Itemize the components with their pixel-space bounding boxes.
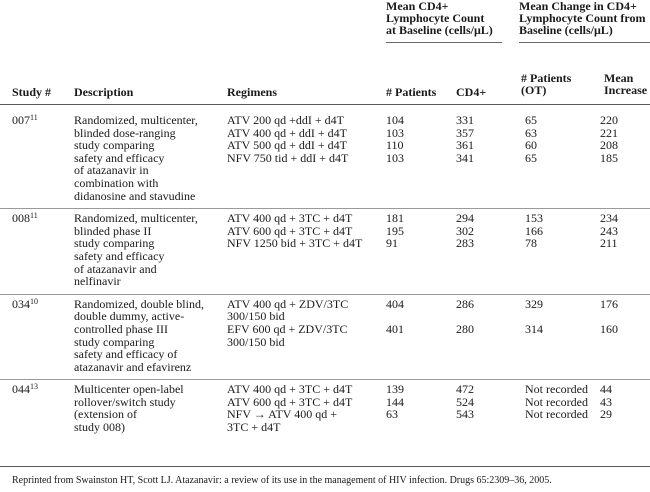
cell-line: 160 bbox=[600, 321, 618, 336]
cell-line: (extension of bbox=[74, 407, 137, 422]
cell-line: 63 bbox=[525, 125, 537, 140]
description-cell bbox=[62, 294, 215, 380]
cell-line: 3TC + d4T bbox=[227, 420, 281, 435]
cell-line: 139 bbox=[386, 382, 404, 397]
cell-line: 104 bbox=[386, 113, 404, 127]
cell-line: NFV 750 tid + ddI + d4T bbox=[227, 150, 349, 165]
footnote: Reprinted from Swainston HT, Scott LJ. Atazanavir: a review of its use in the management of HIV infection. Drugs 65:2309–36, 2005. bbox=[12, 475, 552, 486]
cell-line: 208 bbox=[600, 138, 618, 153]
cell-line: 404 bbox=[386, 296, 404, 311]
group-underline bbox=[386, 42, 502, 43]
column-header-description: Description bbox=[74, 85, 134, 99]
cell-line: ATV 400 qd + ZDV/3TC bbox=[227, 296, 349, 311]
cell-line: study comparing bbox=[74, 236, 155, 251]
cell-line: safety and efficacy bbox=[74, 248, 165, 263]
cell-line: safety and efficacy bbox=[74, 150, 165, 165]
description-cell bbox=[62, 209, 215, 295]
cell-line: ATV 600 qd + 3TC + d4T bbox=[227, 223, 353, 238]
regimens-cell bbox=[215, 294, 374, 380]
patients-ot-cell bbox=[509, 209, 592, 295]
group-header-line: Mean CD4+ bbox=[386, 0, 449, 13]
cell-line: 341 bbox=[456, 150, 474, 165]
cell-line: 91 bbox=[386, 236, 398, 251]
cell-line: 43 bbox=[600, 394, 612, 409]
cell-line: 195 bbox=[386, 223, 404, 238]
cell-line: blinded phase II bbox=[74, 223, 152, 238]
cell-line: 63 bbox=[386, 407, 398, 422]
regimens-cell bbox=[215, 380, 374, 440]
cell-line: study comparing bbox=[74, 138, 155, 153]
reference-superscript: 11 bbox=[30, 211, 38, 221]
group-header-line: Lymphocyte Count bbox=[386, 11, 485, 25]
header-line: (OT) bbox=[521, 83, 547, 97]
cell-line: ATV 400 qd + 3TC + d4T bbox=[227, 211, 353, 226]
cell-line: NFV → ATV 400 qd + bbox=[227, 407, 338, 422]
study-id: 034 bbox=[12, 296, 30, 311]
group-header-line: Baseline (cells/μL) bbox=[519, 23, 613, 37]
cell-line bbox=[600, 336, 650, 349]
cd4-cell bbox=[444, 209, 509, 295]
cell-line: 329 bbox=[525, 296, 543, 311]
cell-line: NFV 1250 bid + 3TC + d4T bbox=[227, 236, 363, 251]
cell-line: 211 bbox=[600, 236, 618, 251]
cell-line: ATV 400 qd + ddI + d4T bbox=[227, 125, 347, 140]
cell-line: Randomized, multicenter, bbox=[74, 211, 198, 226]
cell-line: Randomized, multicenter, bbox=[74, 113, 198, 127]
column-header-mean-increase bbox=[604, 72, 647, 96]
study-number bbox=[0, 294, 62, 380]
description-cell bbox=[62, 112, 215, 209]
regimens-cell bbox=[215, 112, 374, 209]
study-table bbox=[0, 112, 650, 440]
cell-line: 153 bbox=[525, 211, 543, 226]
cell-line: 78 bbox=[525, 236, 537, 251]
cell-line: study comparing bbox=[74, 334, 155, 349]
group-header-line: at Baseline (cells/μL) bbox=[386, 23, 493, 37]
table-row bbox=[0, 294, 650, 380]
group-underline bbox=[519, 42, 650, 43]
increase-cell bbox=[592, 112, 650, 209]
group-header-line: Mean Change in CD4+ bbox=[519, 0, 637, 13]
table-row bbox=[0, 112, 650, 209]
cell-line: 543 bbox=[456, 407, 474, 422]
cell-line: 361 bbox=[456, 138, 474, 153]
cell-line bbox=[525, 336, 592, 349]
cell-line: 103 bbox=[386, 150, 404, 165]
cell-line: ATV 200 qd +ddI + d4T bbox=[227, 113, 344, 127]
cell-line: 44 bbox=[600, 382, 612, 397]
cell-line: 314 bbox=[525, 321, 543, 336]
regimens-cell bbox=[215, 209, 374, 295]
patients-cell bbox=[374, 294, 444, 380]
cell-line: 60 bbox=[525, 138, 537, 153]
group-header-line: Lymphocyte Count from bbox=[519, 11, 646, 25]
cell-line: 29 bbox=[600, 407, 612, 422]
cell-line: 185 bbox=[600, 150, 618, 165]
header-rule bbox=[0, 104, 650, 105]
column-header-study: Study # bbox=[12, 85, 52, 99]
cell-line: 401 bbox=[386, 321, 404, 336]
cell-line: 103 bbox=[386, 125, 404, 140]
cell-line: Not recorded bbox=[525, 407, 588, 422]
cell-line: 286 bbox=[456, 296, 474, 311]
study-table-body bbox=[0, 112, 650, 440]
cell-line: 110 bbox=[386, 138, 404, 153]
study-number bbox=[0, 112, 62, 209]
cell-line: didanosine and stavudine bbox=[74, 188, 196, 203]
reference-superscript: 11 bbox=[30, 113, 38, 122]
cell-line: Not recorded bbox=[525, 394, 588, 409]
patients-cell bbox=[374, 112, 444, 209]
cell-line: 234 bbox=[600, 211, 618, 226]
cell-line: ATV 500 qd + ddI + d4T bbox=[227, 138, 347, 153]
cell-line: rollover/switch study bbox=[74, 394, 176, 409]
cell-line bbox=[600, 421, 650, 434]
cell-line: nelfinavir bbox=[74, 274, 121, 289]
cell-line: 176 bbox=[600, 296, 618, 311]
footer-rule bbox=[0, 466, 650, 467]
study-id: 044 bbox=[12, 382, 30, 397]
cell-line: 144 bbox=[386, 394, 404, 409]
cell-line: 300/150 bid bbox=[227, 309, 285, 324]
cell-line: of atazanavir in bbox=[74, 163, 149, 178]
description-cell bbox=[62, 380, 215, 440]
increase-cell bbox=[592, 294, 650, 380]
cell-line: 243 bbox=[600, 223, 618, 238]
study-id: 007 bbox=[12, 113, 30, 127]
cd4-cell bbox=[444, 380, 509, 440]
group-header-change bbox=[519, 0, 645, 36]
study-number bbox=[0, 380, 62, 440]
cell-line: ATV 400 qd + 3TC + d4T bbox=[227, 382, 353, 397]
patients-ot-cell bbox=[509, 380, 592, 440]
cell-line: 294 bbox=[456, 211, 474, 226]
reference-superscript: 10 bbox=[30, 296, 38, 306]
cell-line bbox=[525, 421, 592, 434]
patients-ot-cell bbox=[509, 112, 592, 209]
cell-line: ATV 600 qd + 3TC + d4T bbox=[227, 394, 353, 409]
study-number bbox=[0, 209, 62, 295]
cell-line: 65 bbox=[525, 113, 537, 127]
cell-line: 166 bbox=[525, 223, 543, 238]
cell-line: Multicenter open-label bbox=[74, 382, 184, 397]
cell-line bbox=[386, 421, 444, 434]
group-header-baseline bbox=[386, 0, 493, 36]
cell-line: 302 bbox=[456, 223, 474, 238]
reference-superscript: 13 bbox=[30, 382, 38, 392]
header-line: Mean bbox=[604, 71, 634, 85]
cell-line: 300/150 bid bbox=[227, 334, 285, 349]
cell-line: controlled phase III bbox=[74, 321, 168, 336]
cell-line: study 008) bbox=[74, 420, 125, 435]
table-row bbox=[0, 209, 650, 295]
increase-cell bbox=[592, 209, 650, 295]
cell-line: combination with bbox=[74, 175, 159, 190]
cd4-cell bbox=[444, 112, 509, 209]
cell-line: blinded dose-ranging bbox=[74, 125, 176, 140]
cell-line: 472 bbox=[456, 382, 474, 397]
cell-line bbox=[456, 336, 509, 349]
cell-line: safety and efficacy of bbox=[74, 347, 178, 362]
patients-cell bbox=[374, 380, 444, 440]
cell-line: 331 bbox=[456, 113, 474, 127]
cell-line: 181 bbox=[386, 211, 404, 226]
cell-line: 280 bbox=[456, 321, 474, 336]
study-id: 008 bbox=[12, 211, 30, 226]
table-row bbox=[0, 380, 650, 440]
header-line: Increase bbox=[604, 83, 648, 97]
cell-line: double dummy, active- bbox=[74, 309, 185, 324]
cell-line: 524 bbox=[456, 394, 474, 409]
header-line: # Patients bbox=[521, 71, 572, 85]
cell-line: 65 bbox=[525, 150, 537, 165]
patients-cell bbox=[374, 209, 444, 295]
cell-line bbox=[456, 421, 509, 434]
column-header-regimens: Regimens bbox=[227, 85, 277, 99]
cell-line: 221 bbox=[600, 125, 618, 140]
cell-line: Not recorded bbox=[525, 382, 588, 397]
increase-cell bbox=[592, 380, 650, 440]
cell-line bbox=[386, 336, 444, 349]
cell-line: 357 bbox=[456, 125, 474, 140]
cell-line: of atazanavir and bbox=[74, 261, 157, 276]
cell-line: EFV 600 qd + ZDV/3TC bbox=[227, 321, 348, 336]
patients-ot-cell bbox=[509, 294, 592, 380]
column-header-patients-ot bbox=[521, 72, 571, 96]
cell-line: 220 bbox=[600, 113, 618, 127]
cell-line: 283 bbox=[456, 236, 474, 251]
column-header-patients: # Patients bbox=[386, 85, 437, 99]
column-header-cd4: CD4+ bbox=[456, 85, 487, 99]
cell-line: atazanavir and efavirenz bbox=[74, 359, 192, 374]
cd4-cell bbox=[444, 294, 509, 380]
cell-line: Randomized, double blind, bbox=[74, 296, 204, 311]
